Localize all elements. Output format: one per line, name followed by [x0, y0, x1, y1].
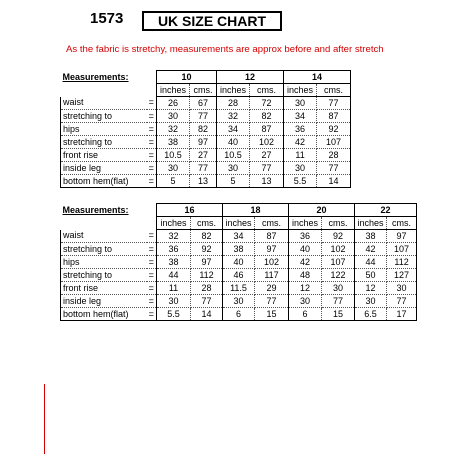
value-cell: 50 — [355, 269, 387, 282]
value-cell: 40 — [217, 136, 250, 149]
value-cell: 87 — [255, 230, 289, 243]
margin-line — [44, 384, 45, 454]
row-label: inside leg — [61, 295, 147, 308]
value-cell: 13 — [190, 175, 217, 188]
value-cell: 14 — [191, 308, 223, 321]
value-cell: 40 — [223, 256, 255, 269]
size-header: 10 — [157, 71, 217, 84]
unit-inches: inches — [157, 84, 190, 97]
value-cell: 6 — [289, 308, 322, 321]
size-header: 22 — [355, 204, 417, 217]
equals-sign: = — [147, 256, 157, 269]
value-cell: 10.5 — [157, 149, 190, 162]
equals-sign: = — [147, 295, 157, 308]
value-cell: 30 — [217, 162, 250, 175]
unit-inches: inches — [223, 217, 255, 230]
unit-cms: cms. — [190, 84, 217, 97]
value-cell: 77 — [190, 110, 217, 123]
unit-inches: inches — [355, 217, 387, 230]
value-cell: 36 — [157, 243, 191, 256]
unit-cms: cms. — [387, 217, 417, 230]
value-cell: 107 — [317, 136, 351, 149]
table-row — [61, 123, 351, 136]
row-label: front rise — [61, 282, 147, 295]
unit-inches: inches — [284, 84, 317, 97]
value-cell: 6 — [223, 308, 255, 321]
value-cell: 38 — [157, 136, 190, 149]
value-cell: 28 — [317, 149, 351, 162]
row-label: stretching to — [61, 136, 147, 149]
unit-inches: inches — [157, 217, 191, 230]
value-cell: 5.5 — [284, 175, 317, 188]
unit-inches: inches — [217, 84, 250, 97]
value-cell: 30 — [289, 295, 322, 308]
size-header: 14 — [284, 71, 351, 84]
unit-cms: cms. — [191, 217, 223, 230]
value-cell: 30 — [284, 162, 317, 175]
equals-sign: = — [147, 308, 157, 321]
value-cell: 34 — [284, 110, 317, 123]
value-cell: 38 — [355, 230, 387, 243]
value-cell: 40 — [289, 243, 322, 256]
value-cell: 6.5 — [355, 308, 387, 321]
equals-sign: = — [147, 243, 157, 256]
blank-cell — [61, 217, 157, 230]
table-row — [61, 269, 417, 282]
size-header: 20 — [289, 204, 355, 217]
row-label: stretching to — [61, 269, 147, 282]
value-cell: 15 — [255, 308, 289, 321]
units-row — [61, 84, 351, 97]
value-cell: 30 — [355, 295, 387, 308]
value-cell: 77 — [317, 97, 351, 110]
value-cell: 5 — [217, 175, 250, 188]
value-cell: 77 — [317, 162, 351, 175]
size-table-small — [60, 70, 351, 188]
value-cell: 97 — [255, 243, 289, 256]
equals-sign: = — [147, 110, 157, 123]
value-cell: 5 — [157, 175, 190, 188]
value-cell: 102 — [250, 136, 284, 149]
value-cell: 13 — [250, 175, 284, 188]
value-cell: 29 — [255, 282, 289, 295]
value-cell: 44 — [157, 269, 191, 282]
table-row — [61, 162, 351, 175]
value-cell: 36 — [289, 230, 322, 243]
table-row — [61, 149, 351, 162]
unit-cms: cms. — [255, 217, 289, 230]
value-cell: 32 — [217, 110, 250, 123]
value-cell: 15 — [322, 308, 355, 321]
value-cell: 77 — [190, 162, 217, 175]
value-cell: 112 — [191, 269, 223, 282]
table-row — [61, 295, 417, 308]
row-label: inside leg — [61, 162, 147, 175]
blank-cell — [61, 84, 157, 97]
table-row — [61, 230, 417, 243]
value-cell: 30 — [157, 110, 190, 123]
row-label: stretching to — [61, 110, 147, 123]
value-cell: 97 — [191, 256, 223, 269]
value-cell: 11 — [157, 282, 191, 295]
value-cell: 10.5 — [217, 149, 250, 162]
row-label: waist — [61, 97, 147, 110]
equals-sign: = — [147, 149, 157, 162]
value-cell: 82 — [190, 123, 217, 136]
row-label: stretching to — [61, 243, 147, 256]
header-row — [61, 71, 351, 84]
value-cell: 28 — [217, 97, 250, 110]
value-cell: 11 — [284, 149, 317, 162]
value-cell: 12 — [355, 282, 387, 295]
equals-sign: = — [147, 97, 157, 110]
value-cell: 11.5 — [223, 282, 255, 295]
value-cell: 77 — [191, 295, 223, 308]
value-cell: 34 — [223, 230, 255, 243]
equals-sign: = — [147, 123, 157, 136]
value-cell: 102 — [255, 256, 289, 269]
page-title: UK SIZE CHART — [142, 11, 282, 31]
equals-sign: = — [147, 282, 157, 295]
value-cell: 92 — [191, 243, 223, 256]
table-row — [61, 256, 417, 269]
value-cell: 27 — [190, 149, 217, 162]
value-cell: 44 — [355, 256, 387, 269]
table-row — [61, 97, 351, 110]
value-cell: 87 — [317, 110, 351, 123]
value-cell: 127 — [387, 269, 417, 282]
equals-sign: = — [147, 136, 157, 149]
value-cell: 112 — [387, 256, 417, 269]
value-cell: 14 — [317, 175, 351, 188]
value-cell: 72 — [250, 97, 284, 110]
table-row — [61, 282, 417, 295]
value-cell: 30 — [157, 295, 191, 308]
equals-sign: = — [147, 175, 157, 188]
row-label: hips — [61, 123, 147, 136]
table-row — [61, 110, 351, 123]
equals-sign: = — [147, 162, 157, 175]
value-cell: 92 — [322, 230, 355, 243]
row-label: bottom hem(flat) — [61, 308, 147, 321]
value-cell: 36 — [284, 123, 317, 136]
row-label: front rise — [61, 149, 147, 162]
value-cell: 77 — [387, 295, 417, 308]
table-row — [61, 243, 417, 256]
value-cell: 102 — [322, 243, 355, 256]
value-cell: 67 — [190, 97, 217, 110]
value-cell: 38 — [157, 256, 191, 269]
unit-cms: cms. — [250, 84, 284, 97]
value-cell: 30 — [223, 295, 255, 308]
value-cell: 42 — [355, 243, 387, 256]
unit-cms: cms. — [317, 84, 351, 97]
value-cell: 46 — [223, 269, 255, 282]
value-cell: 32 — [157, 230, 191, 243]
value-cell: 77 — [255, 295, 289, 308]
value-cell: 42 — [284, 136, 317, 149]
table-row — [61, 175, 351, 188]
measurements-label: Measurements: — [62, 71, 129, 82]
stretch-note: As the fabric is stretchy, measurements are approx before and after stretch — [66, 44, 384, 55]
size-header: 16 — [157, 204, 223, 217]
value-cell: 122 — [322, 269, 355, 282]
value-cell: 48 — [289, 269, 322, 282]
product-code: 1573 — [90, 10, 124, 27]
unit-cms: cms. — [322, 217, 355, 230]
value-cell: 107 — [322, 256, 355, 269]
value-cell: 82 — [250, 110, 284, 123]
row-label: waist — [61, 230, 147, 243]
value-cell: 27 — [250, 149, 284, 162]
value-cell: 34 — [217, 123, 250, 136]
value-cell: 30 — [157, 162, 190, 175]
value-cell: 82 — [191, 230, 223, 243]
value-cell: 12 — [289, 282, 322, 295]
row-label: hips — [61, 256, 147, 269]
value-cell: 97 — [387, 230, 417, 243]
table-row — [61, 136, 351, 149]
value-cell: 42 — [289, 256, 322, 269]
header-row — [61, 204, 417, 217]
equals-sign: = — [147, 230, 157, 243]
value-cell: 117 — [255, 269, 289, 282]
value-cell: 77 — [250, 162, 284, 175]
size-header: 12 — [217, 71, 284, 84]
value-cell: 5.5 — [157, 308, 191, 321]
value-cell: 26 — [157, 97, 190, 110]
table-row — [61, 308, 417, 321]
unit-inches: inches — [289, 217, 322, 230]
value-cell: 30 — [284, 97, 317, 110]
value-cell: 32 — [157, 123, 190, 136]
value-cell: 87 — [250, 123, 284, 136]
value-cell: 30 — [322, 282, 355, 295]
value-cell: 97 — [190, 136, 217, 149]
value-cell: 30 — [387, 282, 417, 295]
equals-sign: = — [147, 269, 157, 282]
value-cell: 77 — [322, 295, 355, 308]
units-row — [61, 217, 417, 230]
value-cell: 107 — [387, 243, 417, 256]
size-table-large — [60, 203, 417, 321]
value-cell: 17 — [387, 308, 417, 321]
value-cell: 92 — [317, 123, 351, 136]
value-cell: 28 — [191, 282, 223, 295]
value-cell: 38 — [223, 243, 255, 256]
row-label: bottom hem(flat) — [61, 175, 147, 188]
size-header: 18 — [223, 204, 289, 217]
measurements-label: Measurements: — [62, 204, 129, 215]
